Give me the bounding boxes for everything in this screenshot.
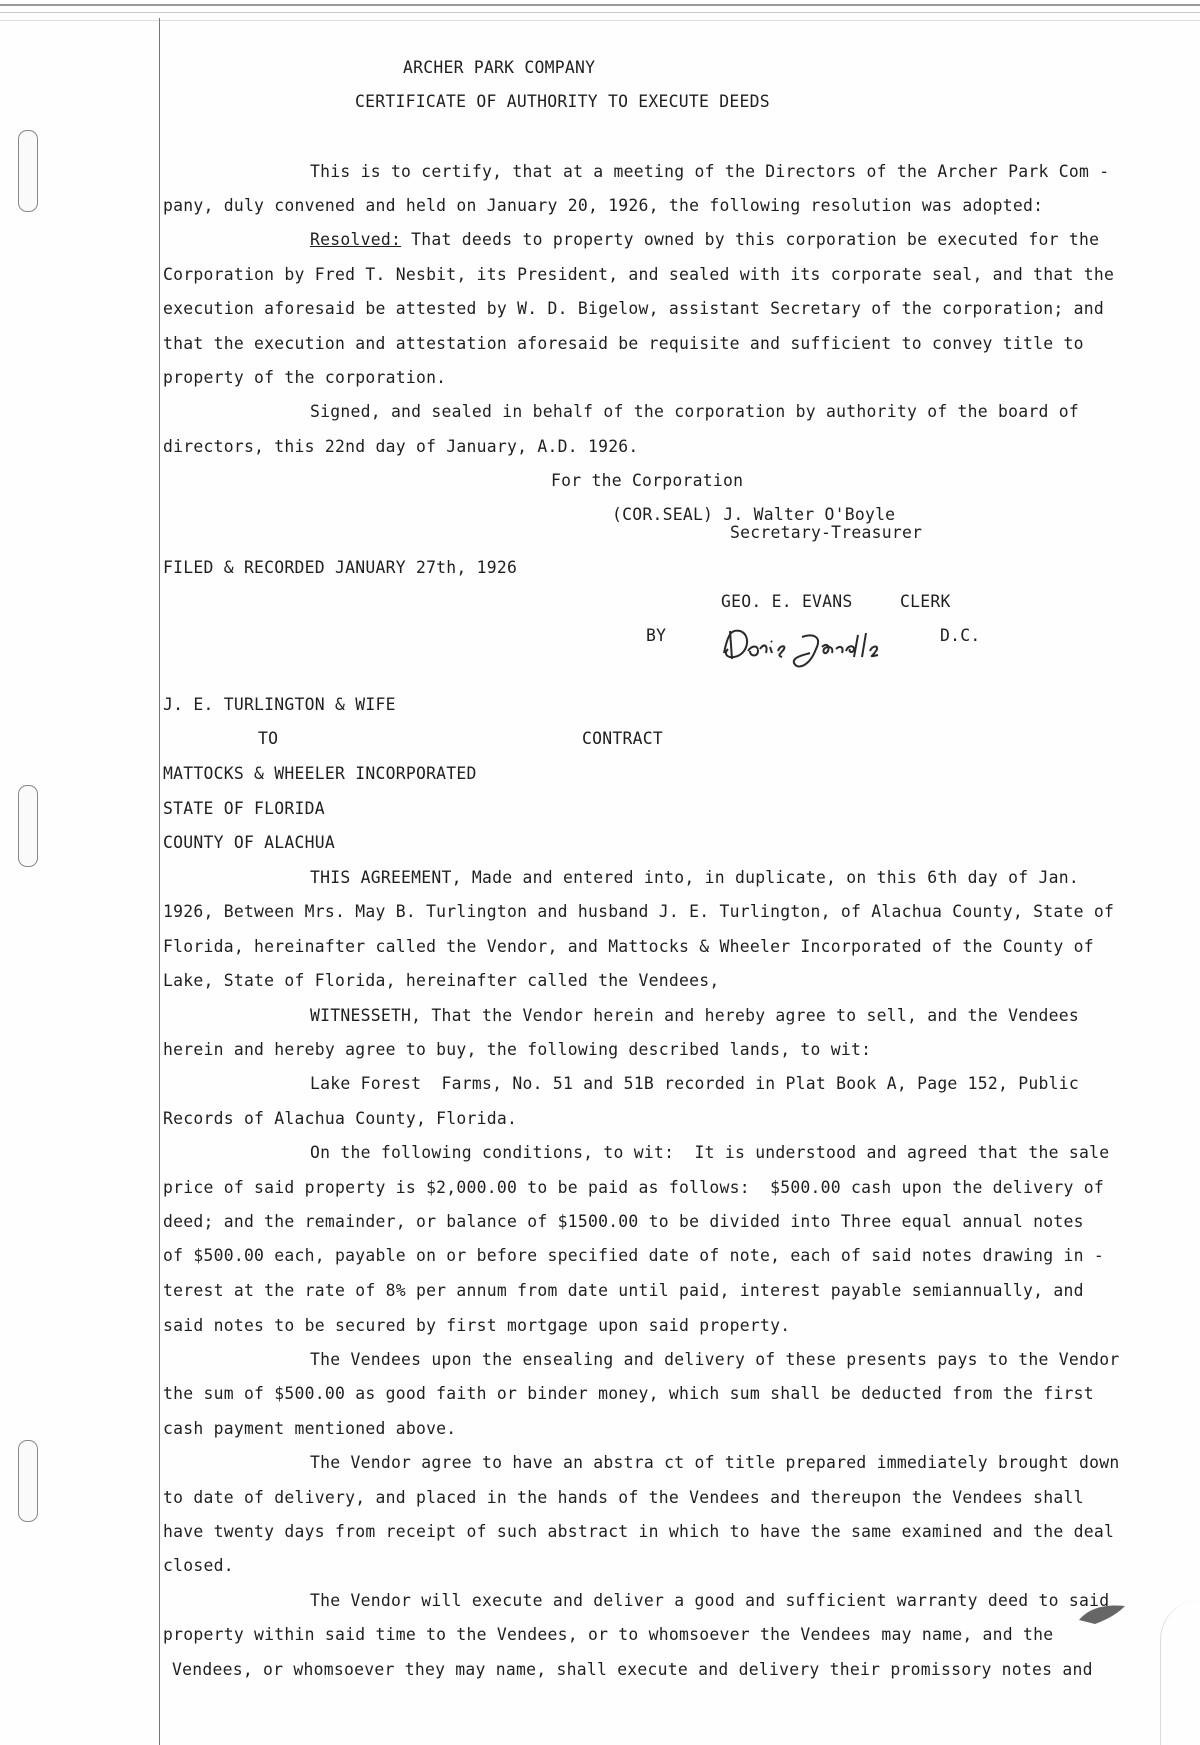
contract-line-22: The Vendor will execute and deliver a good and sufficient warranty deed to said [310, 1591, 1110, 1610]
cert-line-2: pany, duly convened and held on January 20, 1926, the following resolution was adopted: [163, 196, 1044, 215]
contract-to: TO [258, 729, 279, 748]
left-margin-rule [159, 18, 160, 1745]
page-corner-curl [1160, 1600, 1200, 1745]
contract-line-23: property within said time to the Vendees, or to whomsoever the Vendees may name, and the [163, 1625, 1054, 1644]
contract-line-13: terest at the rate of 8% per annum from date until paid, interest payable semiannually, and [163, 1281, 1084, 1300]
deputy-clerk-signature [718, 615, 913, 675]
binder-hole-middle [18, 785, 38, 867]
ink-smudge [1075, 1598, 1135, 1628]
by-label: BY [646, 626, 667, 645]
clerk-title: CLERK [900, 592, 951, 611]
contract-line-7: Lake Forest Farms, No. 51 and 51B recorded in Plat Book A, Page 152, Public [310, 1074, 1079, 1093]
binder-hole-top [18, 130, 38, 212]
for-the-corporation: For the Corporation [551, 471, 744, 490]
contract-line-18: The Vendor agree to have an abstra ct of title prepared immediately brought down [310, 1453, 1120, 1472]
contract-line-6: herein and hereby agree to buy, the following described lands, to wit: [163, 1040, 872, 1059]
contract-line-11: deed; and the remainder, or balance of $1500.00 to be divided into Three equal annual notes [163, 1212, 1084, 1231]
contract-line-17: cash payment mentioned above. [163, 1419, 457, 1438]
resolved-line-rest: That deeds to property owned by this corporation be executed for the [401, 230, 1100, 249]
contract-line-14: said notes to be secured by first mortgage upon said property. [163, 1316, 791, 1335]
top-rule-3 [0, 20, 1200, 21]
cert-line-1: This is to certify, that at a meeting of the Directors of the Archer Park Com - [310, 162, 1110, 181]
resolved-line [310, 230, 1099, 250]
cert-line-7: property of the corporation. [163, 368, 447, 387]
contract-line-20: have twenty days from receipt of such abstract in which to have the same examined and the deal [163, 1522, 1115, 1541]
contract-county: COUNTY OF ALACHUA [163, 833, 336, 852]
contract-line-19: to date of delivery, and placed in the hands of the Vendees and thereupon the Vendees shall [163, 1488, 1084, 1507]
cert-line-8: Signed, and sealed in behalf of the corporation by authority of the board of [310, 402, 1079, 421]
officer-title: Secretary-Treasurer [730, 523, 923, 542]
contract-line-8: Records of Alachua County, Florida. [163, 1109, 518, 1128]
company-heading: ARCHER PARK COMPANY [403, 58, 596, 77]
contract-line-21: closed. [163, 1556, 234, 1575]
top-rule [0, 4, 1200, 6]
contract-party-2: MATTOCKS & WHEELER INCORPORATED [163, 764, 477, 783]
cert-line-6: that the execution and attestation aforesaid be requisite and sufficient to convey title to [163, 334, 1084, 353]
contract-line-4: Lake, State of Florida, hereinafter called the Vendees, [163, 971, 720, 990]
document-title: CERTIFICATE OF AUTHORITY TO EXECUTE DEEDS [355, 92, 770, 111]
cert-line-5: execution aforesaid be attested by W. D. Bigelow, assistant Secretary of the corporation; and [163, 299, 1104, 318]
top-rule-2 [0, 12, 1200, 13]
deputy-clerk-label: D.C. [940, 626, 981, 645]
contract-state: STATE OF FLORIDA [163, 799, 325, 818]
contract-kind: CONTRACT [582, 729, 663, 748]
contract-line-5: WITNESSETH, That the Vendor herein and hereby agree to sell, and the Vendees [310, 1006, 1079, 1025]
cert-line-4: Corporation by Fred T. Nesbit, its President, and sealed with its corporate seal, and that the [163, 265, 1115, 284]
binder-hole-bottom [18, 1440, 38, 1522]
contract-line-1: THIS AGREEMENT, Made and entered into, in duplicate, on this 6th day of Jan. [310, 868, 1079, 887]
contract-line-15: The Vendees upon the ensealing and delivery of these presents pays to the Vendor [310, 1350, 1120, 1369]
contract-line-9: On the following conditions, to wit: It is understood and agreed that the sale [310, 1143, 1110, 1162]
resolved-label: Resolved: [310, 230, 402, 249]
contract-line-16: the sum of $500.00 as good faith or binder money, which sum shall be deducted from the first [163, 1384, 1094, 1403]
cert-line-9: directors, this 22nd day of January, A.D. 1926. [163, 437, 639, 456]
contract-line-2: 1926, Between Mrs. May B. Turlington and husband J. E. Turlington, of Alachua County, State of [163, 902, 1115, 921]
contract-line-24: Vendees, or whomsoever they may name, shall execute and delivery their promissory notes and [172, 1660, 1093, 1679]
contract-line-12: of $500.00 each, payable on or before specified date of note, each of said notes drawing in - [163, 1246, 1104, 1265]
clerk-name: GEO. E. EVANS [721, 592, 853, 611]
filed-recorded: FILED & RECORDED JANUARY 27th, 1926 [163, 558, 518, 577]
contract-line-3: Florida, hereinafter called the Vendor, and Mattocks & Wheeler Incorporated of the County of [163, 937, 1094, 956]
contract-party-1: J. E. TURLINGTON & WIFE [163, 695, 396, 714]
contract-line-10: price of said property is $2,000.00 to be paid as follows: $500.00 cash upon the delivery of [163, 1178, 1104, 1197]
seal-signatory: (COR.SEAL) J. Walter O'Boyle [612, 505, 896, 524]
